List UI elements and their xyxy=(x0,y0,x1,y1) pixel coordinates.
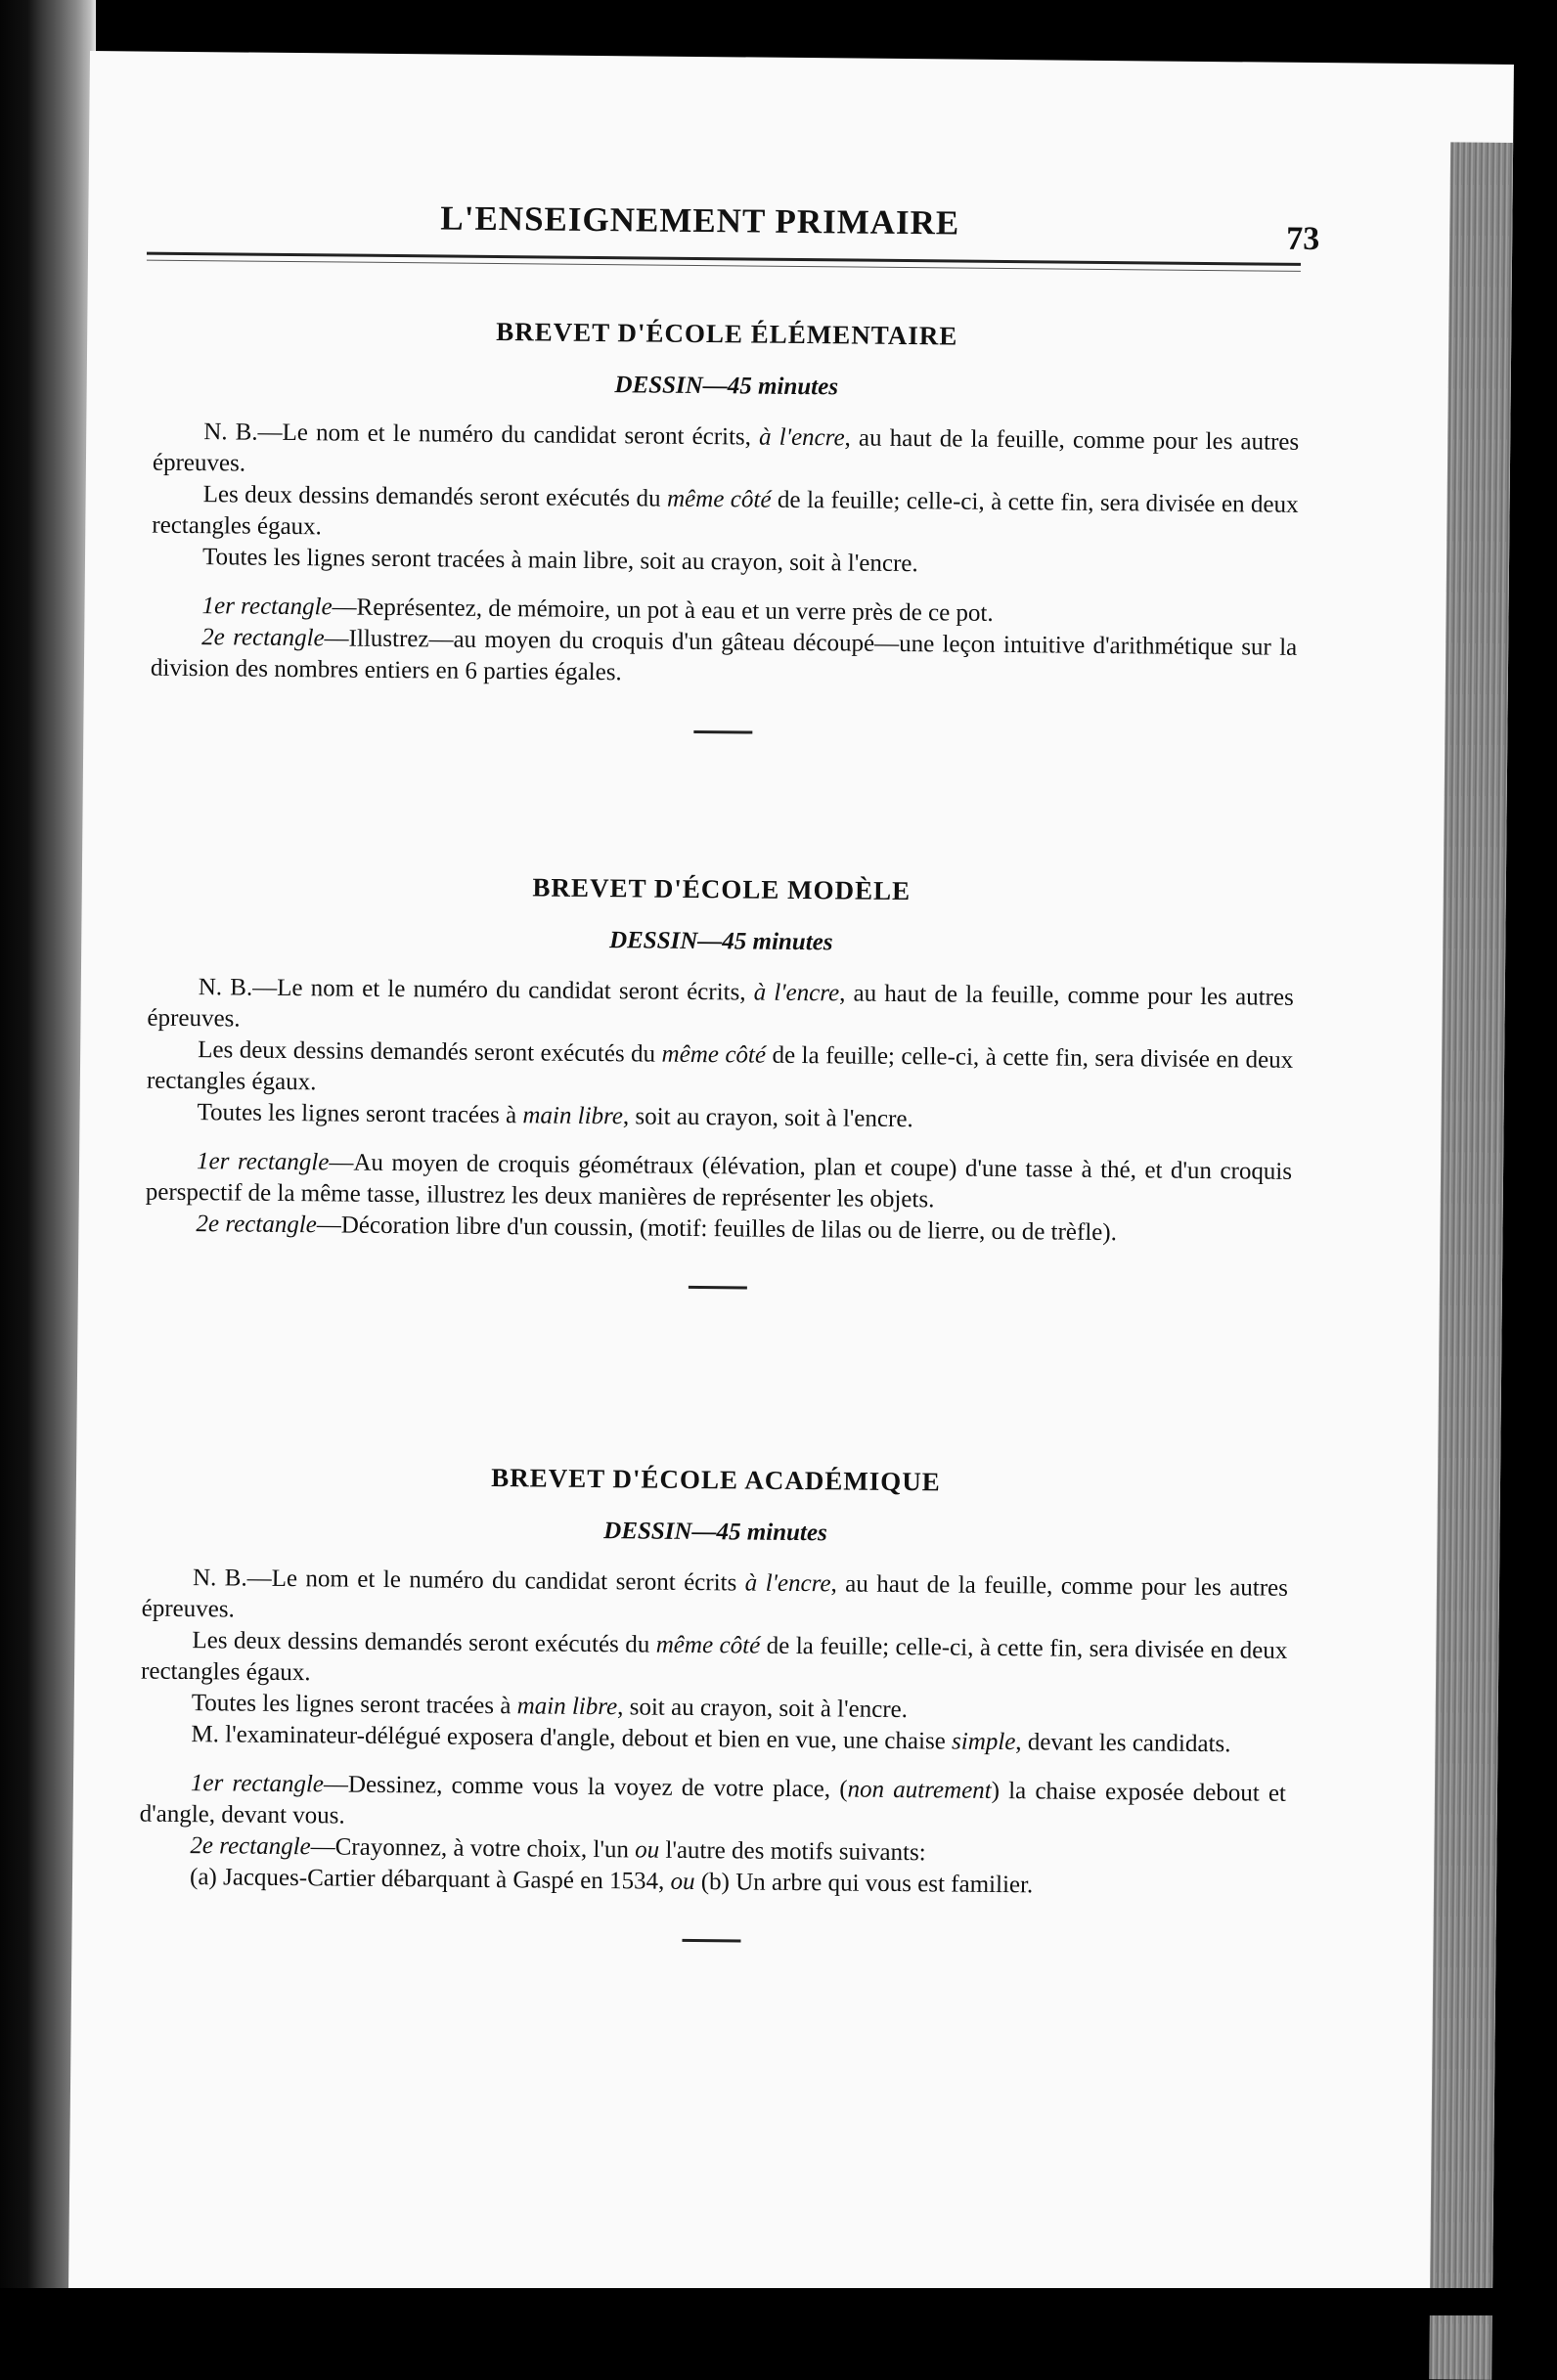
nb-text-tail: , au haut de la feuille, comme pour les autres épreuves. xyxy=(147,980,1294,1033)
rectangle-1-label: 1er rectangle xyxy=(201,593,333,621)
rectangle-2-text: —Décoration libre d'un coussin, (motif: feuilles de lilas ou de lierre, ou de trèfle). xyxy=(316,1212,1118,1247)
option-a: (a) Jacques-Cartier débarquant à Gaspé en 1534, xyxy=(189,1864,671,1895)
drawings-paragraph xyxy=(141,1625,1288,1698)
p2-italic: même côté xyxy=(666,485,772,513)
p2-text-tail: de la feuille; celle-ci, à cette fin, sera divisée en deux rectangles égaux. xyxy=(152,486,1299,541)
nb-italic: à l'encre xyxy=(753,979,840,1007)
rectangle-1-text: —Dessinez, comme vous la voyez de votre place, ( xyxy=(323,1771,848,1803)
p3-text-tail: , soit au crayon, soit à l'encre. xyxy=(617,1694,909,1724)
rectangle-1-paragraph xyxy=(146,1146,1293,1219)
option-or: ou xyxy=(670,1868,695,1896)
page-number: 73 xyxy=(1286,220,1320,258)
drawings-paragraph xyxy=(152,479,1299,552)
scan-bottom-border xyxy=(0,2288,1557,2315)
nb-italic: à l'encre xyxy=(744,1569,831,1598)
p2-text-tail: de la feuille; celle-ci, à cette fin, sera divisée en deux rectangles égaux. xyxy=(146,1041,1294,1096)
rectangle-2-label: 2e rectangle xyxy=(196,1211,317,1239)
rectangle-2-text: —Illustrez—au moyen du croquis d'un gâteau découpé—une leçon intuitive d'arithmétique sur la division des nombres entiers en 6 parties égales. xyxy=(150,625,1298,686)
rectangle-2-paragraph xyxy=(151,622,1298,695)
section-subtitle: DESSIN—45 minutes xyxy=(603,1518,827,1547)
nb-text-tail: , au haut de la feuille, comme pour les autres épreuves. xyxy=(152,424,1300,477)
nb-paragraph xyxy=(153,417,1300,490)
nb-paragraph xyxy=(147,972,1294,1045)
p3-italic: main libre xyxy=(522,1102,624,1130)
section-separator xyxy=(693,730,752,734)
p2-text: Les deux dessins demandés seront exécutés du xyxy=(202,481,668,512)
rectangle-1-text-tail: ) la chaise exposée debout et d'angle, devant vous. xyxy=(139,1777,1287,1829)
lines-paragraph: Toutes les lignes seront tracées à main libre, soit au crayon, soit à l'encre. xyxy=(201,544,918,578)
nb-text: N. B.—Le nom et le numéro du candidat seront écrits, xyxy=(203,419,760,451)
rectangle-1-italic: non autrement xyxy=(847,1776,992,1804)
running-head: L'ENSEIGNEMENT PRIMAIRE xyxy=(440,198,960,242)
p3-text: Toutes les lignes seront tracées à xyxy=(191,1690,517,1720)
rectangle-1-text: —Au moyen de croquis géométraux (élévation, plan et coupe) d'une tasse à thé, et d'un croquis perspectif de la même tasse, illustrez les deux manières de représenter les objets. xyxy=(145,1149,1293,1213)
p2-text: Les deux dessins demandés seront exécutés du xyxy=(198,1036,662,1068)
rectangle-1-text: —Représentez, de mémoire, un pot à eau et un verre près de ce pot. xyxy=(332,594,994,627)
page-stack-edge xyxy=(1429,142,1513,2380)
rectangle-2-text: —Crayonnez, à votre choix, l'un xyxy=(310,1833,636,1864)
section-title: BREVET D'ÉCOLE ÉLÉMENTAIRE xyxy=(496,316,958,351)
drawings-paragraph xyxy=(147,1035,1294,1108)
p2-text-tail: de la feuille; celle-ci, à cette fin, sera divisée en deux rectangles égaux. xyxy=(140,1632,1288,1687)
section-title: BREVET D'ÉCOLE ACADÉMIQUE xyxy=(491,1463,941,1497)
rectangle-1-label: 1er rectangle xyxy=(196,1148,330,1176)
nb-italic: à l'encre xyxy=(758,423,845,452)
p3-text: Toutes les lignes seront tracées à xyxy=(197,1099,523,1129)
section-elementaire xyxy=(150,314,1300,780)
rectangle-2-italic: ou xyxy=(635,1836,660,1864)
p2-italic: même côté xyxy=(661,1040,767,1069)
book-page xyxy=(68,51,1514,2310)
section-title: BREVET D'ÉCOLE MODÈLE xyxy=(532,872,912,906)
nb-text-tail: , au haut de la feuille, comme pour les autres épreuves. xyxy=(141,1570,1289,1623)
p4-text: M. l'examinateur-délégué exposera d'angle, debout et bien en vue, une chaise xyxy=(191,1721,953,1755)
nb-text: N. B.—Le nom et le numéro du candidat seront écrits, xyxy=(198,974,754,1006)
p3-text-tail: , soit au crayon, soit à l'encre. xyxy=(622,1103,913,1133)
section-separator xyxy=(682,1939,740,1943)
rectangle-1-label: 1er rectangle xyxy=(190,1770,325,1798)
p4-text-tail: , devant les candidats. xyxy=(1015,1729,1231,1758)
p4-italic: simple xyxy=(951,1728,1016,1756)
section-subtitle: DESSIN—45 minutes xyxy=(608,927,833,956)
nb-paragraph xyxy=(142,1563,1289,1636)
header-rule xyxy=(147,252,1301,266)
p2-text: Les deux dessins demandés seront exécutés du xyxy=(192,1627,656,1658)
p3-italic: main libre xyxy=(516,1693,618,1721)
section-separator xyxy=(689,1286,747,1290)
option-b: (b) Un arbre qui vous est familier. xyxy=(694,1869,1034,1899)
section-subtitle: DESSIN—45 minutes xyxy=(614,372,839,401)
p2-italic: même côté xyxy=(655,1631,761,1659)
section-modele xyxy=(144,869,1294,1336)
section-academique xyxy=(138,1460,1289,1989)
rectangle-2-label: 2e rectangle xyxy=(201,624,325,652)
nb-text: N. B.—Le nom et le numéro du candidat seront écrits xyxy=(192,1565,745,1597)
rectangle-1-paragraph xyxy=(140,1768,1287,1841)
rectangle-2-text-tail: l'autre des motifs suivants: xyxy=(659,1836,926,1867)
rectangle-2-label: 2e rectangle xyxy=(190,1832,311,1861)
